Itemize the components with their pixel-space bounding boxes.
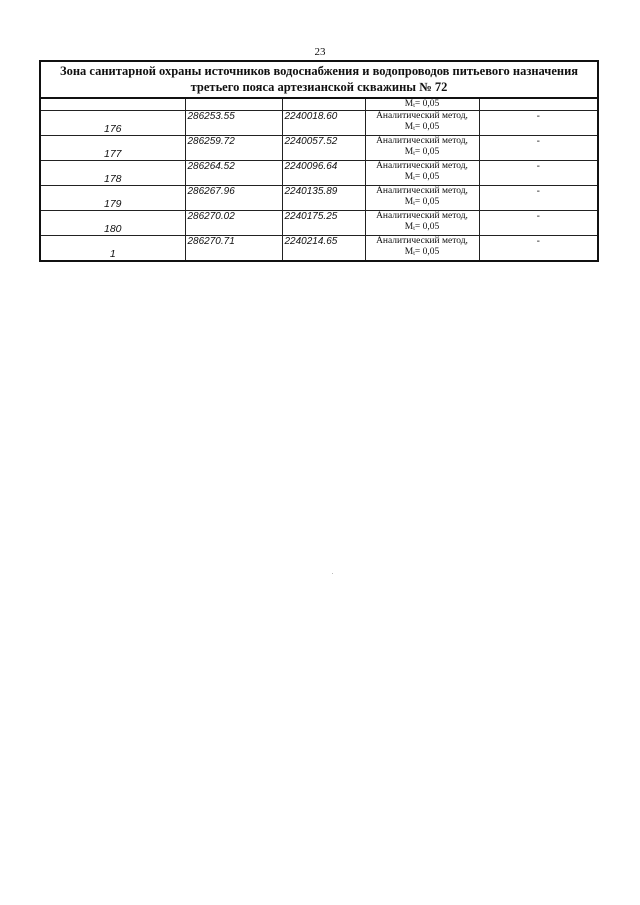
y-coordinate-cell (282, 161, 365, 186)
table-row (40, 161, 598, 186)
x-coordinate-cell (185, 211, 282, 236)
x-coordinate: 286253.55 (187, 111, 235, 122)
accuracy-value: = 0,05 (414, 172, 440, 182)
x-coordinate: 286259.72 (187, 136, 235, 147)
accuracy-sub: t (413, 126, 415, 132)
y-coordinate: 2240018.60 (284, 111, 338, 122)
continuation-accuracy-sub: t (413, 103, 415, 109)
accuracy-symbol: M (404, 172, 414, 182)
accuracy-symbol: M (404, 147, 414, 157)
y-coordinate: 2240096.64 (284, 161, 338, 172)
x-coordinate-cell (185, 236, 282, 262)
accuracy-value: = 0,05 (414, 122, 440, 132)
y-coordinate: 2240057.52 (284, 136, 338, 147)
y-coordinate: 2240135.89 (284, 186, 338, 197)
accuracy-symbol: M (404, 247, 414, 257)
note-cell (479, 136, 598, 161)
accuracy-sub: t (413, 176, 415, 182)
point-number: 178 (103, 173, 122, 185)
accuracy-text (367, 197, 478, 208)
x-coordinate-cell (185, 186, 282, 211)
x-coordinate: 286270.71 (187, 236, 235, 247)
x-coordinate: 286264.52 (187, 161, 235, 172)
accuracy-symbol: M (404, 197, 414, 207)
table-row (40, 211, 598, 236)
method-text: Аналитический метод, (376, 111, 468, 121)
point-number: 1 (109, 248, 116, 260)
point-number: 179 (103, 198, 122, 210)
table-title-line1: Зона санитарной охраны источников водоснабжения и водопроводов питьевого назначения (59, 64, 579, 78)
note-dash: - (536, 186, 540, 197)
accuracy-value: = 0,05 (414, 197, 440, 207)
continuation-accuracy-symbol: M (404, 99, 414, 109)
accuracy-value: = 0,05 (414, 247, 440, 257)
continuation-y-cell (282, 98, 365, 111)
note-dash: - (536, 111, 540, 122)
y-coordinate: 2240214.65 (284, 236, 338, 247)
note-dash: - (536, 211, 540, 222)
method-text: Аналитический метод, (376, 186, 468, 196)
method-text: Аналитический метод, (376, 136, 468, 146)
method-text: Аналитический метод, (376, 161, 468, 171)
y-coordinate: 2240175.25 (284, 211, 338, 222)
table-title-line2: третьего пояса артезианской скважины № 72 (190, 80, 448, 94)
accuracy-symbol: M (404, 122, 414, 132)
table-title (40, 61, 598, 98)
table-row (40, 236, 598, 262)
continuation-x-cell (185, 98, 282, 111)
continuation-note-cell (479, 98, 598, 111)
y-coordinate-cell (282, 136, 365, 161)
note-cell (479, 161, 598, 186)
y-coordinate-cell (282, 236, 365, 262)
accuracy-text (367, 247, 478, 258)
accuracy-sub: t (413, 201, 415, 207)
method-cell (365, 136, 479, 161)
note-dash: - (536, 136, 540, 147)
table-row (40, 136, 598, 161)
method-cell (365, 161, 479, 186)
y-coordinate-cell (282, 186, 365, 211)
x-coordinate-cell (185, 136, 282, 161)
accuracy-text (367, 172, 478, 183)
method-cell (365, 111, 479, 136)
x-coordinate-cell (185, 111, 282, 136)
accuracy-symbol: M (404, 222, 414, 232)
continuation-row (40, 98, 598, 111)
note-cell (479, 211, 598, 236)
method-text: Аналитический метод, (376, 211, 468, 221)
note-cell (479, 186, 598, 211)
point-number-cell (40, 161, 185, 186)
accuracy-text (367, 222, 478, 233)
accuracy-text (367, 147, 478, 158)
point-number-cell (40, 111, 185, 136)
point-number: 177 (103, 148, 122, 160)
page-number: 23 (314, 46, 326, 58)
accuracy-value: = 0,05 (414, 222, 440, 232)
continuation-point-cell (40, 98, 185, 111)
accuracy-value: = 0,05 (414, 147, 440, 157)
x-coordinate-cell (185, 161, 282, 186)
point-number-cell (40, 186, 185, 211)
table-title-row (40, 61, 598, 98)
x-coordinate: 286270.02 (187, 211, 235, 222)
method-cell (365, 211, 479, 236)
point-number-cell (40, 211, 185, 236)
table-row (40, 186, 598, 211)
note-dash: - (536, 161, 540, 172)
y-coordinate-cell (282, 111, 365, 136)
note-cell (479, 111, 598, 136)
y-coordinate-cell (282, 211, 365, 236)
method-cell (365, 236, 479, 262)
note-cell (479, 236, 598, 262)
scan-speck (332, 573, 333, 574)
method-cell (365, 186, 479, 211)
point-number-cell (40, 236, 185, 262)
point-number-cell (40, 136, 185, 161)
note-dash: - (536, 236, 540, 247)
method-text: Аналитический метод, (376, 236, 468, 246)
coordinates-table (39, 60, 599, 262)
x-coordinate: 286267.96 (187, 186, 235, 197)
table-row (40, 111, 598, 136)
continuation-accuracy-value: = 0,05 (414, 99, 440, 109)
point-number: 176 (103, 123, 122, 135)
continuation-method-cell (365, 98, 479, 111)
accuracy-sub: t (413, 151, 415, 157)
accuracy-sub: t (413, 226, 415, 232)
accuracy-text (367, 122, 478, 133)
point-number: 180 (103, 223, 122, 235)
accuracy-sub: t (413, 251, 415, 257)
